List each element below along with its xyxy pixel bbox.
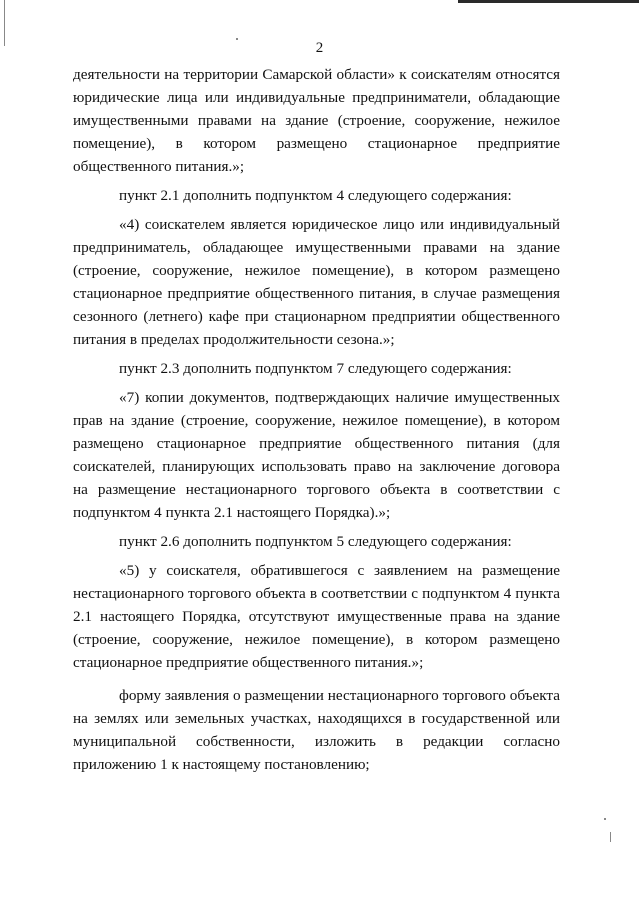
paragraph: пункт 2.6 дополнить подпунктом 5 следующего содержания: (119, 533, 512, 550)
paragraph: «4) соискателем является юридическое лицо или индивидуальный предприниматель, обладающее имущественными правами на здание (строение, сооружение, нежилое помещение), в котором размещено стационарное предприятие общественного питания, в случае размещения сезонного (летнего) кафе при стационарном предприятии общественного питания в пределах продолжительности сезона.»; (73, 216, 560, 348)
scan-artifact (604, 818, 606, 820)
paragraph: деятельности на территории Самарской области» к соискателям относятся юридические лица или индивидуальные предприниматели, обладающие имущественными правами на здание (строение, сооружение, нежилое помещение), в котором размещено стационарное предприятие общественного питания.»; (73, 66, 560, 175)
paragraph: форму заявления о размещении нестационарного торгового объекта на землях или земельных участках, находящихся в государственной или муниципальной собственности, изложить в редакции согласно приложению 1 к настоящему постановлению; (73, 687, 560, 773)
scan-top-border (458, 0, 639, 3)
scan-artifact (610, 832, 611, 842)
paragraph: «5) у соискателя, обратившегося с заявлением на размещение нестационарного торгового объекта в соответствии с подпунктом 4 пункта 2.1 настоящего Порядка, отсутствуют имущественные права на здание (строение, сооружение, нежилое помещение), в котором размещено стационарное предприятие общественного питания.»; (73, 562, 560, 671)
paragraph: пункт 2.1 дополнить подпунктом 4 следующего содержания: (119, 187, 512, 204)
document-body (73, 63, 560, 776)
paragraph: «7) копии документов, подтверждающих наличие имущественных прав на здание (строение, сооружение, нежилое помещение), в котором размещено стационарное предприятие общественного питания (для соискателей, планирующих использовать право на заключение договора на размещение нестационарного торгового объекта в соответствии с подпунктом 4 пункта 2.1 настоящего Порядка).»; (73, 389, 560, 521)
page-number: 2 (315, 40, 324, 56)
paragraph: пункт 2.3 дополнить подпунктом 7 следующего содержания: (119, 360, 512, 377)
